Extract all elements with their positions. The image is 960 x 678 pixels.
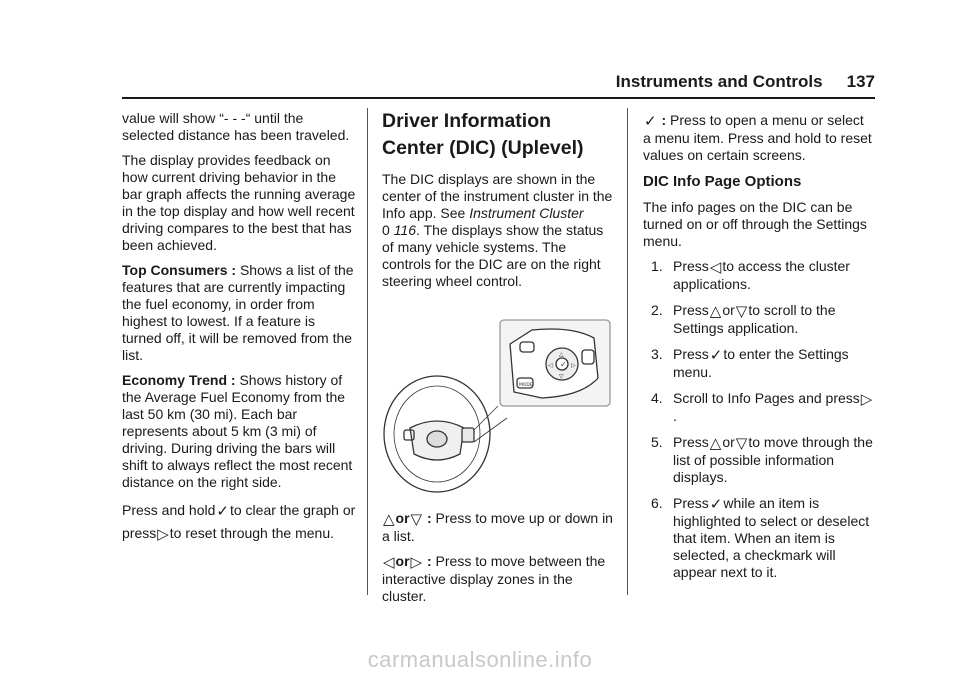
column-divider-1 [367,108,368,595]
economy-trend-text: Shows history of the Average Fuel Economy from the last 50 km (30 mi). Each bar represents about 5 km (3 mi) of driving. During driving the bars will shift to always reflect the most recent distance on the right side. [122,372,353,490]
up-down-text: Press to move up or down in a list. [382,510,613,544]
header-rule [122,97,875,99]
step-text-b: to scroll to the Settings application. [673,302,836,336]
paragraph-press-hold [122,499,358,545]
list-item [643,390,875,425]
step-number: 4. [651,390,663,406]
left-arrow-icon: ◁ [709,258,722,276]
page-ref-number: 116 [393,222,417,238]
column-1 [122,110,358,553]
step-text-b: . [673,408,677,424]
step-text-a: Press [673,495,709,511]
page-header [590,72,875,92]
step-text-a: Press [673,346,709,362]
paragraph-up-down: △or▽ : Press to move up or down in a list. [382,510,613,544]
column-2 [382,108,614,613]
swc-right-icon: ▷ [571,362,576,369]
up-down-or: or [395,510,410,526]
swc-left-icon: ◁ [548,362,553,369]
list-item [643,495,875,581]
list-item [643,302,875,337]
list-item [643,434,875,486]
subheading-info-page-options: DIC Info Page Options [643,173,802,190]
step-text-b: to enter the Settings menu. [673,346,849,380]
instrument-cluster-link: Instrument Cluster [469,205,584,221]
step-number: 5. [651,434,663,450]
checkmark-icon: ✓ [216,502,229,520]
step-text-b: to move through the list of possible information displays. [673,434,873,485]
swc-up-icon: △ [559,351,564,358]
list-item [643,258,875,293]
steering-wheel-illustration [382,316,612,496]
left-right-or: or [395,553,410,569]
press-hold-text-a: Press and hold [122,502,216,518]
left-arrow-icon: ◁ [383,553,395,571]
up-arrow-icon: △ [383,510,395,528]
steps-list [643,258,875,581]
paragraph-feedback: The display provides feedback on how current driving behavior in the bar graph affects the running average in the top display and how well recent driving compares to the best that has been achieved. [122,152,356,253]
section-heading-dic: Driver Information Center (DIC) (Uplevel) [382,110,584,159]
section-title: Instruments and Controls [615,72,823,91]
paragraph-top-consumers [122,262,358,364]
up-arrow-icon: △ [709,434,722,452]
press-hold-text-b: to clear the graph or press [122,502,356,541]
step-text-a: Press [673,258,709,274]
step-text-b: while an item is highlighted to select or deselect that item. When an item is selected, a checkmark will appear next to it. [673,495,870,580]
page-ref-arrow-icon: 0 [382,222,390,238]
dic-intro-text-a: The DIC displays are shown in the center of the instrument cluster in the Info app. See [382,171,613,221]
right-arrow-icon: ▷ [157,525,169,543]
dic-intro-text-b: . The displays show the status of many vehicle systems. The controls for the DIC are on the right steering wheel control. [382,222,604,289]
step-or: or [722,434,735,450]
list-item [643,346,875,381]
paragraph-dic-intro [382,171,614,290]
swc-check-icon: ✓ [560,360,567,369]
top-consumers-text: Shows a list of the features that are currently impacting the fuel economy, in order from highest to lowest. If a feature is turned off, it will be removed from the list. [122,262,354,363]
top-consumers-label: Top Consumers : [122,262,237,278]
up-arrow-icon: △ [709,302,722,320]
press-hold-text-c: to reset through the menu. [169,525,334,541]
swc-down-icon: ▽ [559,373,564,380]
page-number: 137 [846,72,875,91]
down-arrow-icon: ▽ [735,434,748,452]
checkmark-icon: ✓ [709,346,723,364]
checkmark-icon: ✓ [644,112,657,130]
economy-trend-label: Economy Trend : [122,372,236,388]
check-button-text: Press to open a menu or select a menu item. Press and hold to reset values on certain screens. [643,112,872,163]
paragraph-check-button: ✓ : Press to open a menu or select a menu item. Press and hold to reset values on certain screens. [643,112,872,163]
step-number: 2. [651,302,663,318]
step-number: 3. [651,346,663,362]
watermark: carmanualsonline.info [367,647,593,672]
left-right-text: Press to move between the interactive display zones in the cluster. [382,553,606,604]
step-text-a: Scroll to Info Pages and press [673,390,860,406]
step-text-b: to access the cluster applications. [673,258,850,292]
step-number: 1. [651,258,663,274]
column-divider-2 [627,108,628,595]
step-text-a: Press [673,302,709,318]
swc-mode-label: MODE [519,383,533,388]
right-arrow-icon: ▷ [410,553,423,571]
column-3 [643,112,875,590]
paragraph-economy-trend [122,372,358,491]
paragraph-info-pages-intro: The info pages on the DIC can be turned on or off through the Settings menu. [643,199,867,249]
checkmark-icon: ✓ [709,495,723,513]
step-number: 6. [651,495,663,511]
down-arrow-icon: ▽ [735,302,748,320]
paragraph-distance: value will show “- - -“ until the selected distance has been traveled. [122,110,350,143]
step-or: or [722,302,735,318]
paragraph-left-right: ◁or▷ : Press to move between the interactive display zones in the cluster. [382,553,606,604]
down-arrow-icon: ▽ [410,510,423,528]
right-arrow-icon: ▷ [860,390,873,408]
step-text-a: Press [673,434,709,450]
